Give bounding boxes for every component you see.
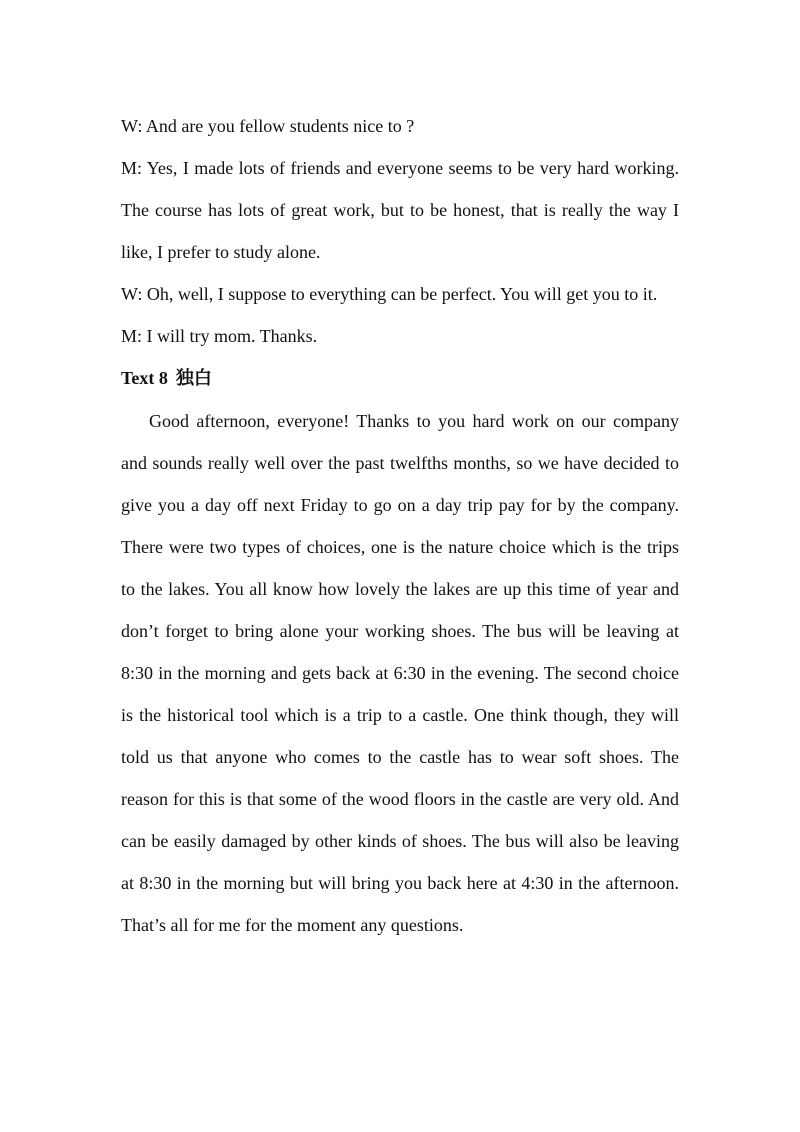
dialogue-line-man-2: M: I will try mom. Thanks. [121, 326, 318, 346]
section-title: Text 8 [121, 368, 168, 388]
dialogue-line-woman-1: W: And are you fellow students nice to ? [121, 116, 415, 136]
dialogue-line-man-1: M: Yes, I made lots of friends and everyone seems to be very hard working. The course has lots of great work, but to be honest, that is really the way I like, I prefer to study alone. [121, 158, 679, 262]
section-heading [121, 357, 679, 400]
section-label-cn: 独白 [175, 368, 212, 389]
dialogue-line-woman-2: W: Oh, well, I suppose to everything can be perfect. You will get you to it. [121, 284, 658, 304]
monologue-paragraph: Good afternoon, everyone! Thanks to you hard work on our company and sounds really well over the past twelfths months, so we have decided to give you a day off next Friday to go on a day trip pay for by the company. There were two types of choices, one is the nature choice which is the trips to the lakes. You all know how lovely the lakes are up this time of year and don’t forget to bring alone your working shoes. The bus will be leaving at 8:30 in the morning and gets back at 6:30 in the evening. The second choice is the historical tool which is a trip to a castle. One think though, they will told us that anyone who comes to the castle has to wear soft shoes. The reason for this is that some of the wood floors in the castle are very old. And can be easily damaged by other kinds of shoes. The bus will also be leaving at 8:30 in the morning but will bring you back here at 4:30 in the afternoon. That’s all for me for the moment any questions. [121, 411, 679, 935]
text-column [121, 105, 679, 946]
